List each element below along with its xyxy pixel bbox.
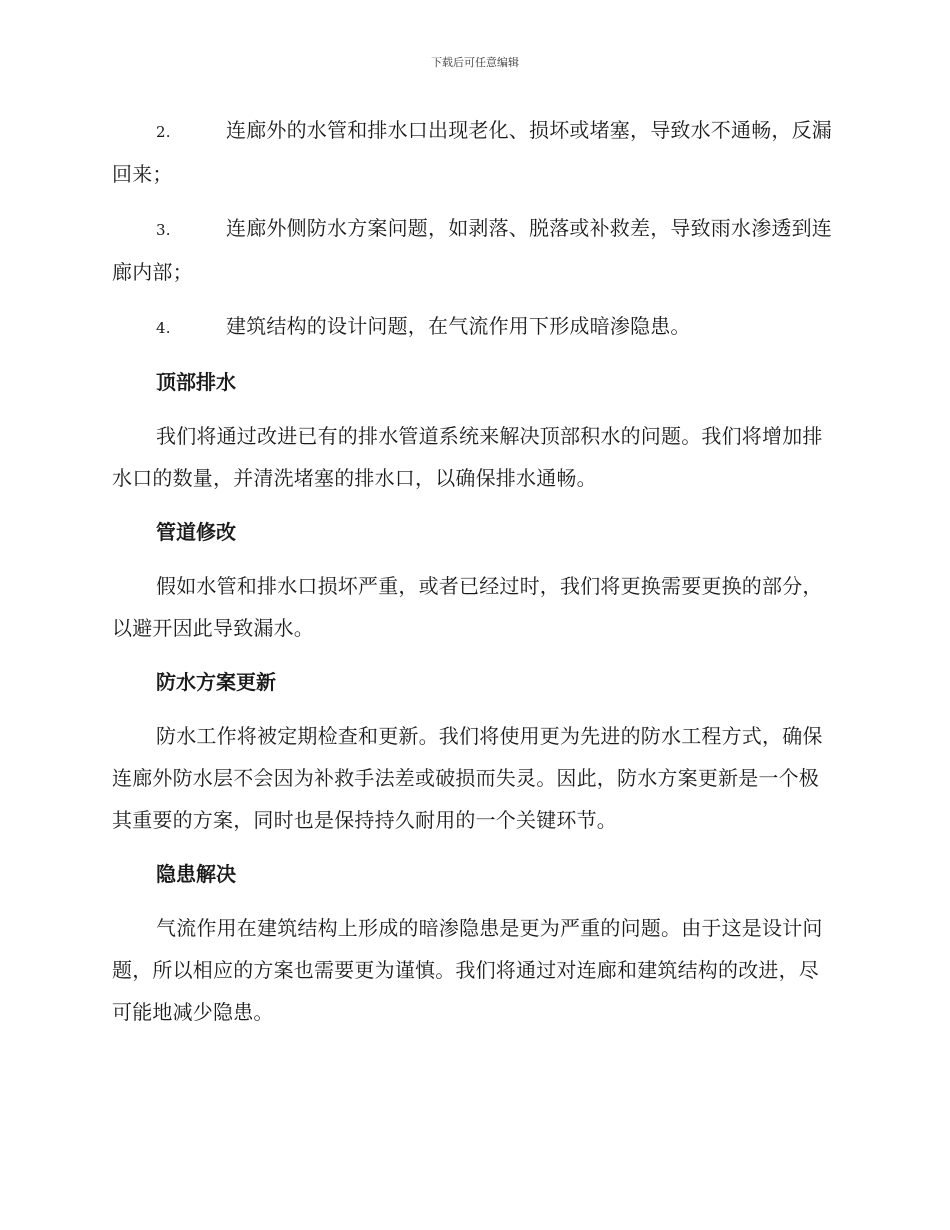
list-item [112, 305, 832, 349]
list-item-text: 建筑结构的设计问题，在气流作用下形成暗渗隐患。 [226, 314, 691, 338]
list-item [112, 207, 832, 293]
list-item-number: 2. [156, 123, 171, 141]
section-paragraph-hazard-resolution: 气流作用在建筑结构上形成的暗渗隐患是更为严重的问题。由于这是设计问题，所以相应的方案也需要更为谨慎。我们将通过对连廊和建筑结构的改进，尽可能地减少隐患。 [112, 916, 823, 1024]
list-item [112, 109, 832, 195]
page-header: 下载后可任意编辑 [431, 56, 519, 69]
section-paragraph-waterproof-update: 防水工作将被定期检查和更新。我们将使用更为先进的防水工程方式，确保连廊外防水层不会因为补救手法差或破损而失灵。因此，防水方案更新是一个极其重要的方案，同时也是保持持久耐用的一个关键环节。 [112, 724, 823, 832]
list-item-text: 连廊外侧防水方案问题，如剥落、脱落或补救差，导致雨水渗透到连廊内部； [112, 216, 832, 284]
section-heading-pipe-modification: 管道修改 [156, 520, 236, 544]
list-item-text: 连廊外的水管和排水口出现老化、损坏或堵塞，导致水不通畅，反漏回来； [112, 118, 832, 186]
list-item-number: 4. [156, 319, 171, 337]
list-item-number: 3. [156, 221, 171, 239]
section-heading-roof-drainage: 顶部排水 [156, 370, 236, 394]
document-body [112, 109, 832, 1045]
section-heading-hazard-resolution: 隐患解决 [156, 862, 236, 886]
section-heading-waterproof-update: 防水方案更新 [156, 670, 276, 694]
section-paragraph-pipe-modification: 假如水管和排水口损坏严重，或者已经过时，我们将更换需要更换的部分，以避开因此导致漏水。 [112, 574, 823, 640]
section-paragraph-roof-drainage: 我们将通过改进已有的排水管道系统来解决顶部积水的问题。我们将增加排水口的数量，并清洗堵塞的排水口，以确保排水通畅。 [112, 424, 823, 490]
